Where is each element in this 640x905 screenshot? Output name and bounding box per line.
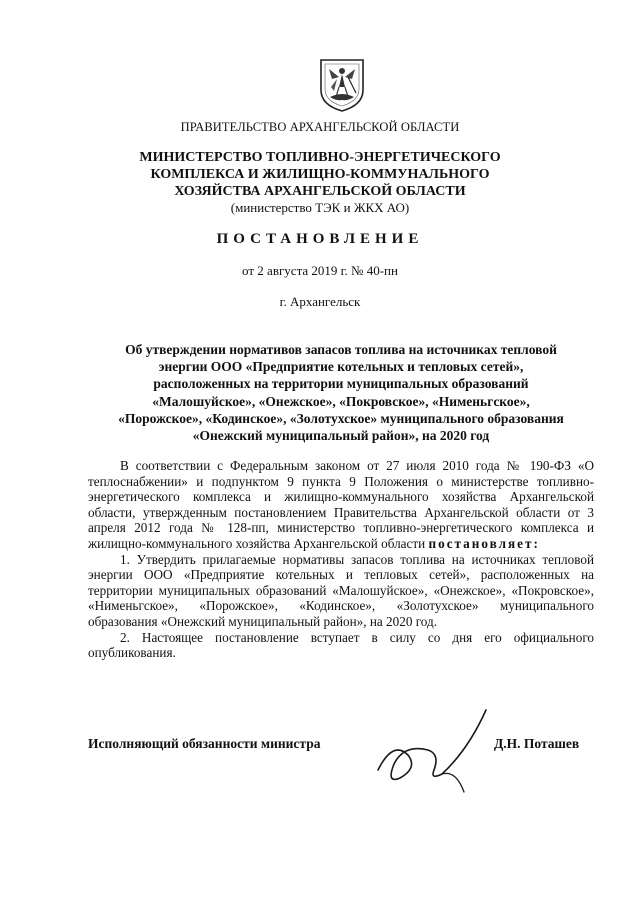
signatory-position: Исполняющий обязанности министра <box>88 736 321 751</box>
intro-paragraph <box>88 458 594 552</box>
handwritten-signature <box>338 700 498 800</box>
ministry-name <box>0 149 640 200</box>
signatory-name: Д.Н. Поташев <box>494 736 580 751</box>
title-line: «Порожское», «Кодинское», «Золотухское» муниципального образования <box>118 410 564 426</box>
document-date-number: от 2 августа 2019 г. № 40-пн <box>242 263 398 278</box>
item-2: 2. Настоящее постановление вступает в силу со дня его официального опубликования. <box>88 629 594 661</box>
title-line: расположенных на территории муниципальных образований <box>153 376 529 392</box>
title-line: Об утверждении нормативов запасов топлива на источниках тепловой <box>125 342 557 357</box>
ministry-short-name: (министерство ТЭК и ЖКХ АО) <box>230 200 410 215</box>
ministry-line: МИНИСТЕРСТВО ТОПЛИВНО-ЭНЕРГЕТИЧЕСКОГО <box>139 150 501 165</box>
document-body <box>88 458 594 661</box>
title-line: энергии ООО «Предприятие котельных и тепловых сетей», <box>158 359 524 375</box>
government-header: ПРАВИТЕЛЬСТВО АРХАНГЕЛЬСКОЙ ОБЛАСТИ <box>180 120 460 134</box>
document-city: г. Архангельск <box>279 294 361 309</box>
intro-text: В соответствии с Федеральным законом от 27 июля 2010 года № 190-ФЗ «О теплоснабжении» и подпунктом 9 пункта 9 Положения о министерстве топливно-энергетического комплекса и жилищно-коммунального хозяйства Архангельской области, утвержденным постановлением Правительства Архангельской области от 3 апреля 2012 года № 128-пп, министерство топливно-энергетического комплекса и жилищно-коммунального хозяйства Архангельской области <box>88 458 594 551</box>
title-line: «Онежский муниципальный район», на 2020 год <box>192 428 490 444</box>
coat-of-arms-icon <box>318 57 366 113</box>
document-type: ПОСТАНОВЛЕНИЕ <box>216 231 424 247</box>
item-1: 1. Утвердить прилагаемые нормативы запасов топлива на источниках тепловой энергии ООО «Предприятие котельных и тепловых сетей», расположенных на территории муниципальных образований «Малошуйское», «Онежское», «Покровское», «Нименьгское», «Порожское», «Кодинское», «Золотухское» муниципального образования «Онежский муниципальный район», на 2020 год. <box>88 551 594 629</box>
ministry-line: КОМПЛЕКСА И ЖИЛИЩНО-КОММУНАЛЬНОГО <box>150 167 490 182</box>
decides-word: постановляет: <box>428 535 540 551</box>
title-line: «Малошуйское», «Онежское», «Покровское», «Нименьгское», <box>152 393 530 409</box>
document-title <box>88 341 594 444</box>
ministry-line: ХОЗЯЙСТВА АРХАНГЕЛЬСКОЙ ОБЛАСТИ <box>174 184 466 199</box>
